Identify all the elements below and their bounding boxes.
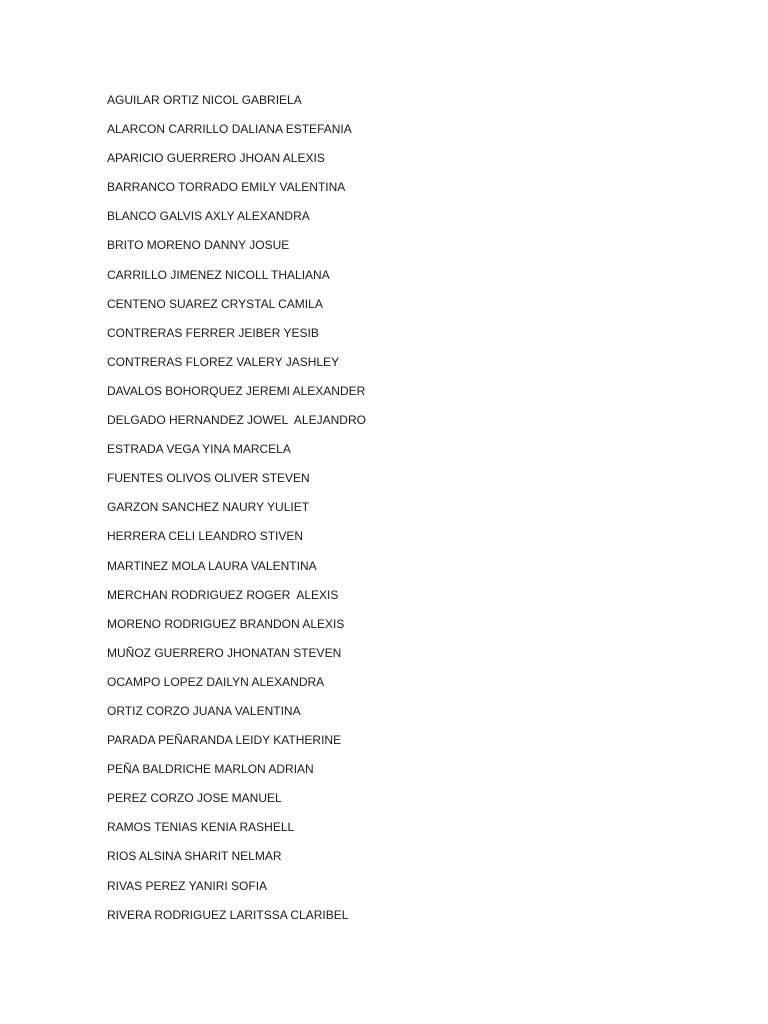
list-item: PARADA PEÑARANDA LEIDY KATHERINE [107,733,342,748]
list-item: MUÑOZ GUERRERO JHONATAN STEVEN [107,645,342,660]
list-item: CENTENO SUAREZ CRYSTAL CAMILA [107,296,323,311]
list-item: PEREZ CORZO JOSE MANUEL [107,791,282,806]
list-item: BARRANCO TORRADO EMILY VALENTINA [107,180,346,195]
list-item: CONTRERAS FLOREZ VALERY JASHLEY [107,354,340,369]
list-item: RIVAS PEREZ YANIRI SOFIA [107,878,268,893]
list-item: RIVERA RODRIGUEZ LARITSSA CLARIBEL [107,907,349,922]
list-item: PEÑA BALDRICHE MARLON ADRIAN [107,762,314,777]
list-item: ORTIZ CORZO JUANA VALENTINA [107,703,301,718]
list-item: DAVALOS BOHORQUEZ JEREMI ALEXANDER [107,383,366,398]
list-item: APARICIO GUERRERO JHOAN ALEXIS [107,151,325,166]
list-item: BRITO MORENO DANNY JOSUE [107,238,290,253]
list-item: GARZON SANCHEZ NAURY YULIET [107,500,310,515]
student-name-list [107,92,366,936]
list-item: RAMOS TENIAS KENIA RASHELL [107,820,295,835]
list-item: MORENO RODRIGUEZ BRANDON ALEXIS [107,616,345,631]
list-item: CARRILLO JIMENEZ NICOLL THALIANA [107,267,330,282]
list-item: DELGADO HERNANDEZ JOWEL ALEJANDRO [107,413,366,428]
list-item: OCAMPO LOPEZ DAILYN ALEXANDRA [107,674,325,689]
list-item: BLANCO GALVIS AXLY ALEXANDRA [107,209,310,224]
list-item: HERRERA CELI LEANDRO STIVEN [107,529,304,544]
list-item: ALARCON CARRILLO DALIANA ESTEFANIA [107,122,352,137]
list-item: MARTINEZ MOLA LAURA VALENTINA [107,558,317,573]
list-item: RIOS ALSINA SHARIT NELMAR [107,849,282,864]
list-item: FUENTES OLIVOS OLIVER STEVEN [107,471,310,486]
list-item: MERCHAN RODRIGUEZ ROGER ALEXIS [107,587,339,602]
list-item: AGUILAR ORTIZ NICOL GABRIELA [107,93,302,107]
list-item: ESTRADA VEGA YINA MARCELA [107,442,291,457]
list-item: CONTRERAS FERRER JEIBER YESIB [107,325,319,340]
